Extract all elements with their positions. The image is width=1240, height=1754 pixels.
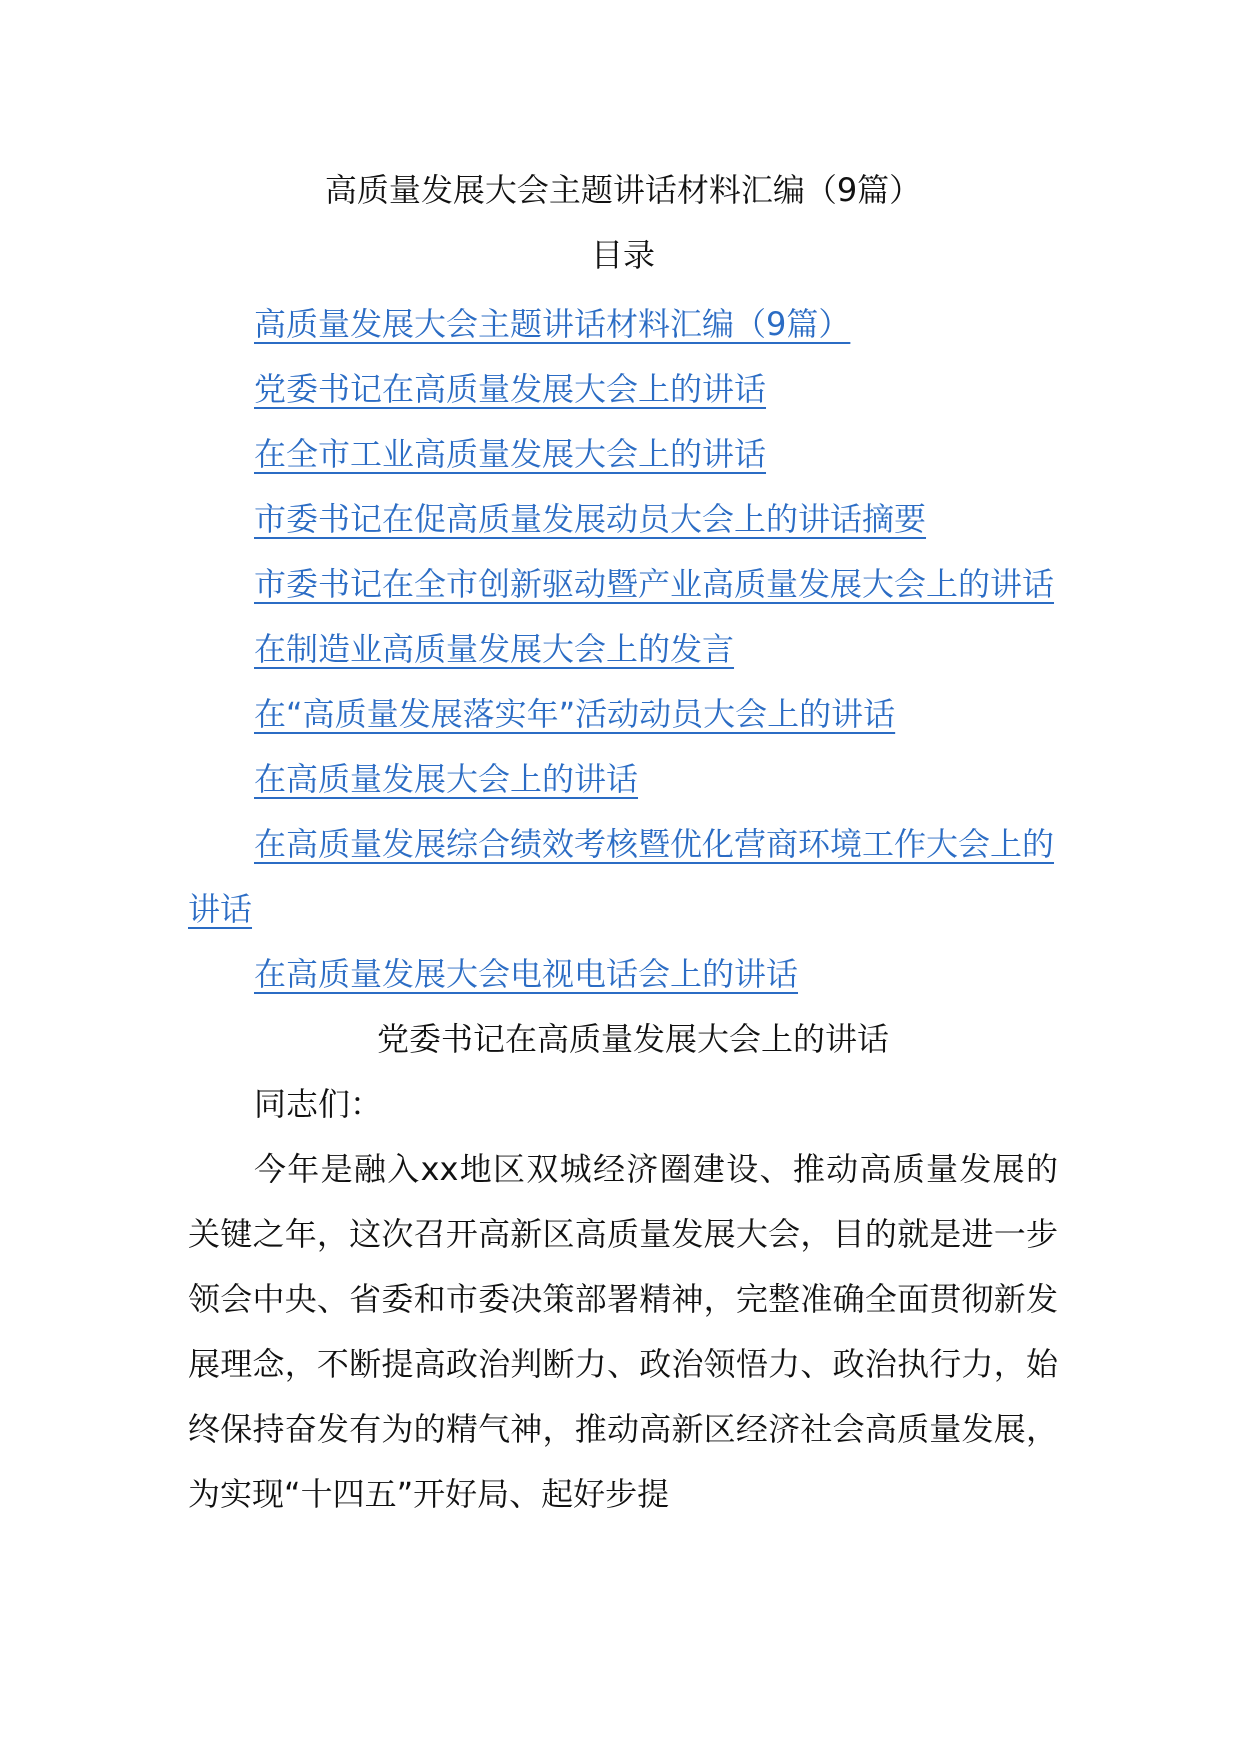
section-title: 党委书记在高质量发展大会上的讲话	[376, 1020, 889, 1058]
salutation: 同志们：	[254, 1085, 383, 1123]
toc-link[interactable]: 高质量发展大会主题讲话材料汇编（9篇）	[254, 305, 851, 343]
toc-link[interactable]: 在“高质量发展落实年”活动动员大会上的讲话	[254, 695, 896, 733]
toc-link[interactable]: 在制造业高质量发展大会上的发言	[254, 630, 735, 668]
toc-link[interactable]: 市委书记在全市创新驱动暨产业高质量发展大会上的讲话	[254, 565, 1055, 603]
toc-item	[188, 357, 1058, 422]
toc-item	[188, 617, 1058, 682]
toc-item	[188, 942, 1058, 1007]
document-title: 高质量发展大会主题讲话材料汇编（9篇）	[324, 171, 922, 209]
document-body	[188, 158, 1058, 1527]
toc-item	[188, 422, 1058, 487]
toc-link[interactable]: 在全市工业高质量发展大会上的讲话	[254, 435, 767, 473]
toc-item	[188, 682, 1058, 747]
toc-item	[188, 487, 1058, 552]
toc-link[interactable]: 在高质量发展综合绩效考核暨优化营商环境工作大会上的讲话	[188, 825, 1055, 928]
body-paragraph: 今年是融入xx地区双城经济圈建设、推动高质量发展的关键之年，这次召开高新区高质量发展大会，目的就是进一步领会中央、省委和市委决策部署精神，完整准确全面贯彻新发展理念，不断提高政治判断力、政治领悟力、政治执行力，始终保持奋发有为的精气神，推动高新区经济社会高质量发展，为实现“十四五”开好局、起好步提	[188, 1150, 1058, 1513]
toc-item	[188, 812, 1058, 942]
toc-item	[188, 292, 1058, 357]
toc-link[interactable]: 在高质量发展大会电视电话会上的讲话	[254, 955, 799, 993]
toc-link[interactable]: 党委书记在高质量发展大会上的讲话	[254, 370, 767, 408]
toc-item	[188, 552, 1058, 617]
toc-link[interactable]: 市委书记在促高质量发展动员大会上的讲话摘要	[254, 500, 927, 538]
toc-item	[188, 747, 1058, 812]
toc-heading: 目录	[590, 236, 655, 274]
table-of-contents	[188, 292, 1058, 1007]
toc-link[interactable]: 在高质量发展大会上的讲话	[254, 760, 639, 798]
